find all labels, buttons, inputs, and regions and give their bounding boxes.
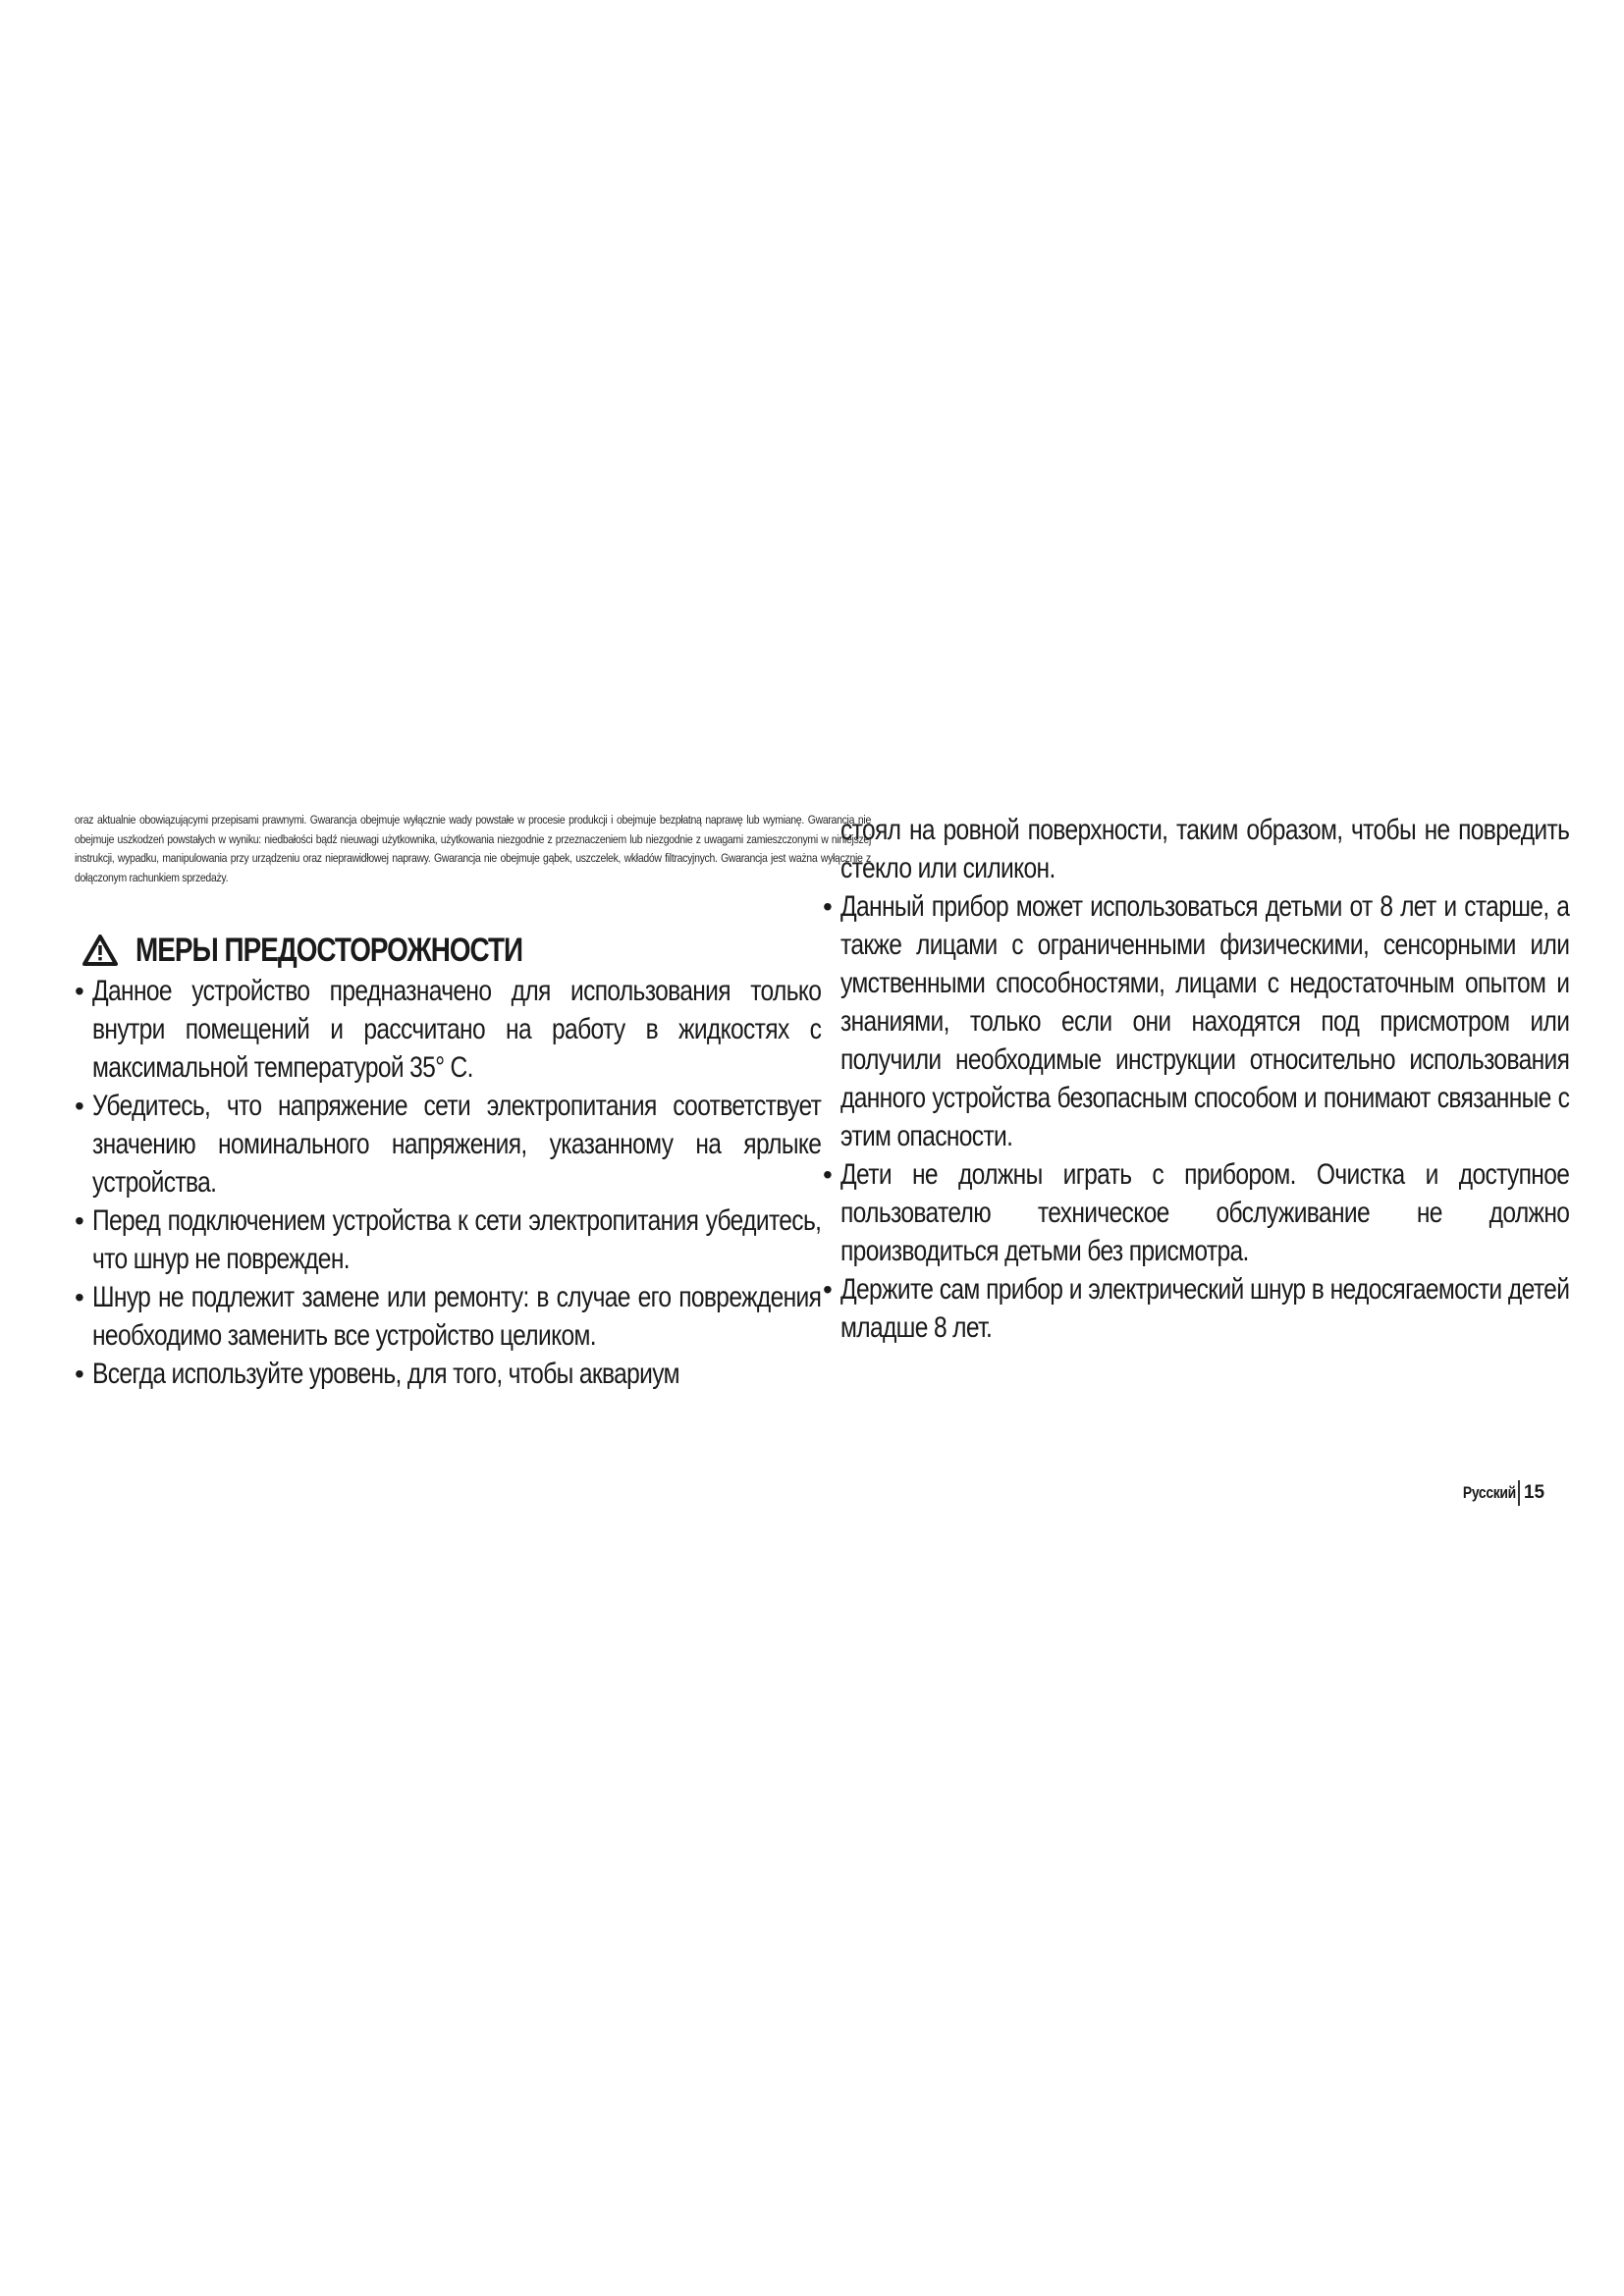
list-item-text: • Данное устройство предназначено для использования только внутри помещений и рассчитано на работу в жидкостях с максимальной температурой 35° C.	[92, 975, 822, 1084]
page-number: 15	[1523, 1482, 1545, 1503]
warning-triangle-icon	[82, 934, 118, 966]
footer-language: Русский	[1462, 1483, 1516, 1502]
page-footer	[1451, 1480, 1544, 1506]
list-item	[823, 887, 1569, 1155]
left-column	[75, 811, 871, 1393]
list-item-text: • Держите сам прибор и электрический шнур в недосягаемости детей младше 8 лет.	[840, 1273, 1570, 1344]
footer-divider	[1518, 1480, 1520, 1506]
list-item-text: • Перед подключением устройства к сети электропитания убедитесь, что шнур не поврежден.	[92, 1204, 822, 1275]
left-bullet-list	[75, 972, 821, 1393]
list-item-text: • Шнур не подлежит замене или ремонту: в случае его повреждения необходимо заменить все устройство целиком.	[92, 1281, 822, 1352]
list-item-text: • Дети не должны играть с прибором. Очистка и доступное пользователю техническое обслуживание не должно производиться детьми без присмотра.	[840, 1158, 1570, 1267]
warranty-paragraph: oraz aktualnie obowiązującymi przepisami prawnymi. Gwarancja obejmuje wyłącznie wady powstałe w procesie produkcji i obejmuje bezpłatną naprawę lub wymianę. Gwarancja nie obejmuje uszkodzeń powstałych w wyniku: niedbałości bądź nieuwagi użytkownika, użytkowania niezgodnie z przeznaczeniem lub niezgodnie z uwagami zamieszczonymi w niniejszej instrukcji, wypadku, manipulowania przy urządzeniu oraz nieprawidłowej naprawy. Gwarancja nie obejmuje gąbek, uszczelek, wkładów filtracyjnych. Gwarancja jest ważna wyłącznie z dołączonym rachunkiem sprzedaży.	[75, 813, 871, 884]
right-column	[823, 811, 1569, 1347]
right-bullet-list	[823, 811, 1569, 1347]
section-heading	[75, 931, 821, 970]
section-title: МЕРЫ ПРЕДОСТОРОЖНОСТИ	[135, 931, 523, 969]
list-item	[75, 1087, 821, 1201]
list-item-continuation	[823, 811, 1569, 887]
list-item-text: • Всегда используйте уровень, для того, чтобы аквариум	[92, 1358, 679, 1390]
list-item	[75, 972, 821, 1087]
list-item	[75, 1278, 821, 1355]
list-item-text: • Убедитесь, что напряжение сети электропитания соответствует значению номинального напряжения, указанному на ярлыке устройства.	[92, 1090, 822, 1199]
list-item-text: • Данный прибор может использоваться детьми от 8 лет и старше, а также лицами с ограниченными физическими, сенсорными или умственными способностями, лицами с недостаточным опытом и знаниями, только если они находятся под присмотром или получили необходимые инструкции относительно использования данного устройства безопасным способом и понимают связанные с этим опасности.	[840, 890, 1570, 1152]
list-item	[75, 1355, 821, 1393]
list-item	[823, 1270, 1569, 1347]
list-item	[823, 1155, 1569, 1270]
list-item	[75, 1201, 821, 1278]
list-item-text: стоял на ровной поверхности, таким образом, чтобы не повредить стекло или силикон.	[840, 814, 1570, 884]
